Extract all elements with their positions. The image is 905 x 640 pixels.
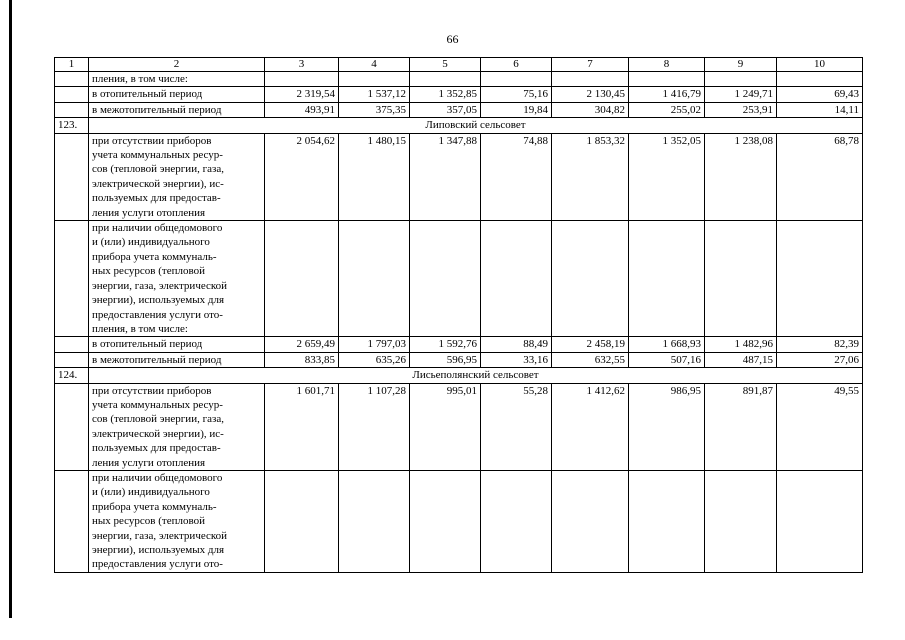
- value-cell: 33,16: [481, 352, 552, 367]
- label-line: предоставления услуги ото-: [92, 308, 223, 321]
- value-cell: 507,16: [629, 352, 705, 367]
- label-line: и (или) индивидуального: [92, 236, 210, 249]
- label-line: электрической энергии), ис-: [92, 177, 224, 190]
- label-line: ных ресурсов (тепловой: [92, 515, 205, 528]
- value-cell: [265, 470, 339, 572]
- label-line: при отсутствии приборов: [92, 134, 212, 147]
- value-cell: 19,84: [481, 102, 552, 117]
- section-number-cell: 123.: [55, 118, 89, 133]
- value-cell: 1 480,15: [339, 133, 410, 220]
- row-number-cell: [55, 87, 89, 102]
- tariff-table: [54, 57, 863, 573]
- value-cell: [339, 470, 410, 572]
- section-row: [55, 118, 863, 133]
- label-line: пользуемых для предостав-: [92, 192, 221, 205]
- label-line: в отопительный период: [92, 338, 203, 351]
- header-cell: 3: [265, 58, 339, 72]
- value-cell: 255,02: [629, 102, 705, 117]
- label-line: учета коммунальных ресур-: [92, 398, 223, 411]
- value-cell: 986,95: [629, 383, 705, 470]
- row-number-cell: [55, 470, 89, 572]
- value-cell: 995,01: [410, 383, 481, 470]
- label-line: ных ресурсов (тепловой: [92, 265, 205, 278]
- row-label-cell: [89, 470, 265, 572]
- label-line: при наличии общедомового: [92, 471, 223, 484]
- value-cell: 55,28: [481, 383, 552, 470]
- value-cell: [552, 72, 629, 87]
- table-row: [55, 133, 863, 220]
- value-cell: 88,49: [481, 337, 552, 352]
- table-row: [55, 72, 863, 87]
- section-number-cell: 124.: [55, 368, 89, 383]
- header-cell: 9: [705, 58, 777, 72]
- value-cell: [705, 470, 777, 572]
- value-cell: [339, 221, 410, 337]
- section-name-cell: Лисьеполянский сельсовет: [89, 368, 863, 383]
- value-cell: [629, 470, 705, 572]
- row-number-cell: [55, 383, 89, 470]
- value-cell: [481, 470, 552, 572]
- row-label-cell: в отопительный период: [89, 87, 265, 102]
- value-cell: 74,88: [481, 133, 552, 220]
- table-row: [55, 87, 863, 102]
- value-cell: [777, 470, 863, 572]
- value-cell: 1 352,05: [629, 133, 705, 220]
- row-number-cell: [55, 221, 89, 337]
- table-row: [55, 102, 863, 117]
- value-cell: 1 249,71: [705, 87, 777, 102]
- value-cell: 635,26: [339, 352, 410, 367]
- row-number-cell: [55, 133, 89, 220]
- label-line: при наличии общедомового: [92, 222, 223, 235]
- header-cell: 5: [410, 58, 481, 72]
- value-cell: [705, 221, 777, 337]
- value-cell: 632,55: [552, 352, 629, 367]
- value-cell: 14,11: [777, 102, 863, 117]
- row-label-cell: [89, 337, 265, 352]
- header-cell: 8: [629, 58, 705, 72]
- table-row: [55, 352, 863, 367]
- value-cell: 2 659,49: [265, 337, 339, 352]
- value-cell: 1 416,79: [629, 87, 705, 102]
- label-line: энергии, газа, электрической: [92, 529, 228, 542]
- value-cell: 2 054,62: [265, 133, 339, 220]
- value-cell: 493,91: [265, 102, 339, 117]
- value-cell: 2 130,45: [552, 87, 629, 102]
- value-cell: [481, 72, 552, 87]
- row-label-cell: [89, 383, 265, 470]
- value-cell: 304,82: [552, 102, 629, 117]
- section-name-cell: Липовский сельсовет: [89, 118, 863, 133]
- value-cell: 1 601,71: [265, 383, 339, 470]
- label-line: пления, в том числе:: [92, 322, 188, 335]
- value-cell: 1 592,76: [410, 337, 481, 352]
- page-number: 66: [446, 32, 459, 46]
- label-line: пользуемых для предостав-: [92, 442, 221, 455]
- value-cell: 75,16: [481, 87, 552, 102]
- value-cell: 1 537,12: [339, 87, 410, 102]
- value-cell: [629, 221, 705, 337]
- header-cell: 4: [339, 58, 410, 72]
- label-line: энергии, газа, электрической: [92, 279, 228, 292]
- table-row: [55, 221, 863, 337]
- row-number-cell: [55, 337, 89, 352]
- label-line: и (или) индивидуального: [92, 486, 210, 499]
- value-cell: [777, 72, 863, 87]
- header-cell: 2: [89, 58, 265, 72]
- row-label-cell: [89, 133, 265, 220]
- value-cell: 833,85: [265, 352, 339, 367]
- value-cell: 1 347,88: [410, 133, 481, 220]
- value-cell: 1 352,85: [410, 87, 481, 102]
- value-cell: 357,05: [410, 102, 481, 117]
- value-cell: 1 482,96: [705, 337, 777, 352]
- label-line: учета коммунальных ресур-: [92, 149, 223, 162]
- value-cell: [552, 221, 629, 337]
- left-margin-rule: [9, 0, 12, 618]
- header-cell: 6: [481, 58, 552, 72]
- label-line: энергии), используемых для: [92, 544, 225, 556]
- section-row: [55, 368, 863, 383]
- value-cell: [339, 72, 410, 87]
- table-body: [55, 58, 863, 573]
- row-number-cell: [55, 352, 89, 367]
- value-cell: 27,06: [777, 352, 863, 367]
- label-line: электрической энергии), ис-: [92, 427, 224, 440]
- table-row: [55, 383, 863, 470]
- row-label-cell: [89, 352, 265, 367]
- row-number-cell: [55, 102, 89, 117]
- value-cell: 68,78: [777, 133, 863, 220]
- label-line: ления услуги отопления: [92, 456, 206, 469]
- header-cell: 10: [777, 58, 863, 72]
- value-cell: [410, 470, 481, 572]
- value-cell: [265, 72, 339, 87]
- value-cell: 49,55: [777, 383, 863, 470]
- value-cell: [552, 470, 629, 572]
- value-cell: 82,39: [777, 337, 863, 352]
- value-cell: [410, 221, 481, 337]
- label-line: прибора учета коммуналь-: [92, 250, 217, 263]
- label-line: в межотопительный период: [92, 353, 222, 366]
- value-cell: 1 797,03: [339, 337, 410, 352]
- value-cell: 487,15: [705, 352, 777, 367]
- label-line: при отсутствии приборов: [92, 384, 212, 397]
- value-cell: 1 107,28: [339, 383, 410, 470]
- header-row: [55, 58, 863, 72]
- row-label-cell: пления, в том числе:: [89, 72, 265, 87]
- value-cell: 1 238,08: [705, 133, 777, 220]
- value-cell: 1 668,93: [629, 337, 705, 352]
- value-cell: 253,91: [705, 102, 777, 117]
- label-line: сов (тепловой энергии, газа,: [92, 163, 224, 176]
- value-cell: 1 412,62: [552, 383, 629, 470]
- label-line: ления услуги отопления: [92, 206, 206, 219]
- value-cell: [265, 221, 339, 337]
- row-label-cell: [89, 221, 265, 337]
- value-cell: [705, 72, 777, 87]
- value-cell: 69,43: [777, 87, 863, 102]
- table-row: [55, 337, 863, 352]
- label-line: сов (тепловой энергии, газа,: [92, 413, 224, 426]
- value-cell: [481, 221, 552, 337]
- value-cell: [629, 72, 705, 87]
- header-cell: 1: [55, 58, 89, 72]
- label-line: предоставления услуги ото-: [92, 558, 223, 571]
- table-row: [55, 470, 863, 572]
- value-cell: 2 458,19: [552, 337, 629, 352]
- value-cell: 2 319,54: [265, 87, 339, 102]
- value-cell: 1 853,32: [552, 133, 629, 220]
- value-cell: [777, 221, 863, 337]
- value-cell: 596,95: [410, 352, 481, 367]
- label-line: энергии), используемых для: [92, 294, 225, 307]
- value-cell: 375,35: [339, 102, 410, 117]
- header-cell: 7: [552, 58, 629, 72]
- value-cell: 891,87: [705, 383, 777, 470]
- label-line: прибора учета коммуналь-: [92, 500, 217, 513]
- row-number-cell: [55, 72, 89, 87]
- row-label-cell: в межотопительный период: [89, 102, 265, 117]
- value-cell: [410, 72, 481, 87]
